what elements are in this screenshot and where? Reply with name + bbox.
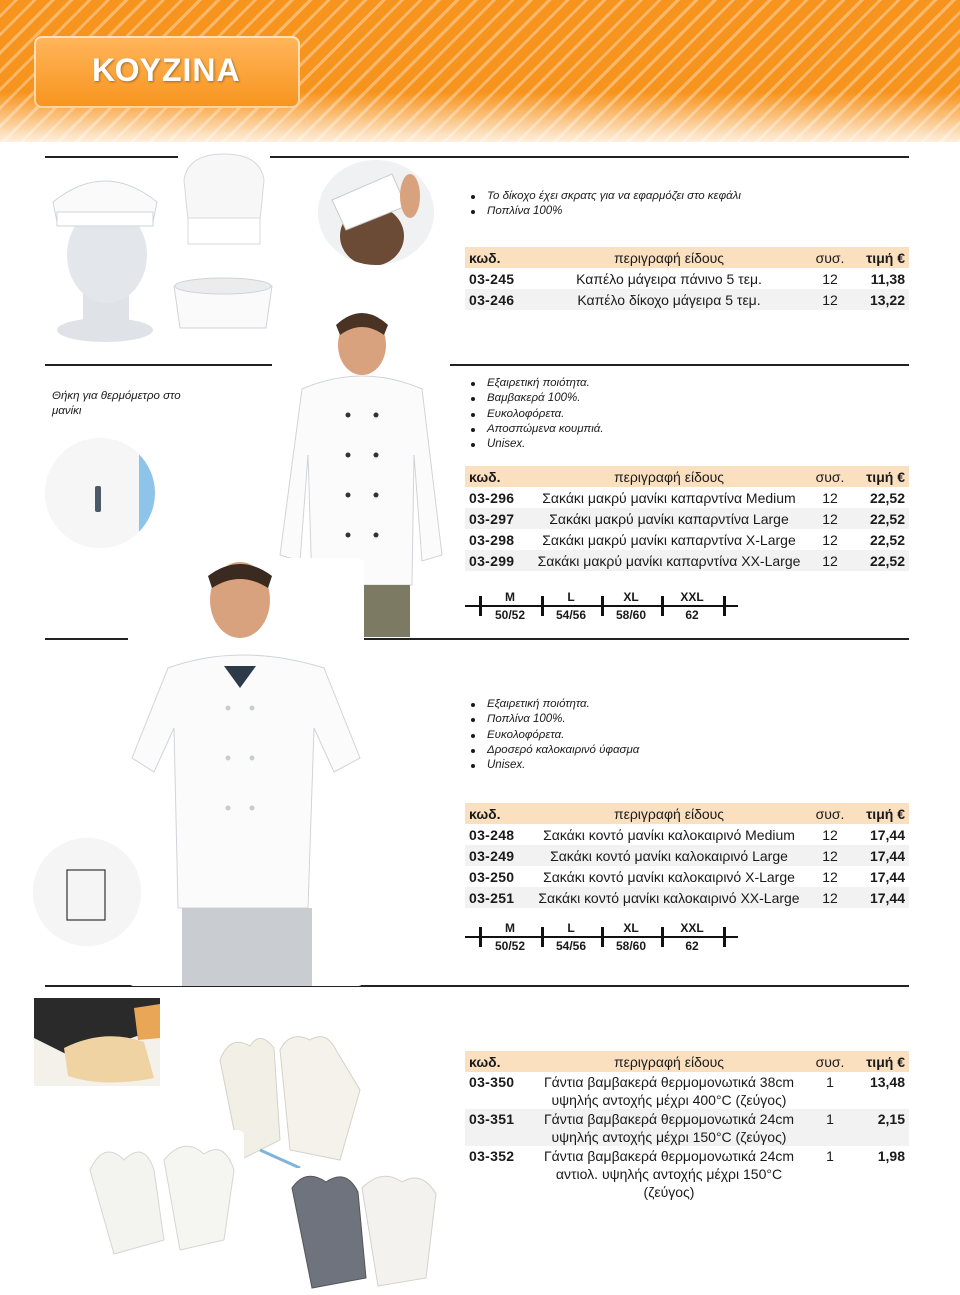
cell-price: 22,52 [869,489,905,506]
col-description: περιγραφή είδους [531,466,807,487]
cell-qty: 12 [822,868,838,885]
section1-price-table [465,247,909,310]
cell-qty: 12 [807,887,853,908]
chef-hat-image [178,150,270,250]
cell-price: 17,44 [853,845,909,866]
col-price: τιμή € [853,466,909,487]
desc-line: υψηλής αντοχής μέχρι 400°C (ζεύγος) [551,1092,787,1108]
cell-price: 13,22 [853,289,909,310]
cell-code: 03-250 [469,868,515,885]
divider-1 [45,156,909,158]
table-header-row [465,803,909,824]
table-row [465,887,909,908]
feature-item: Εξαιρετική ποιότητα. [470,376,604,391]
cell-code: 03-298 [469,531,515,548]
size-range: 54/56 [555,608,587,622]
size-label: M [505,590,515,604]
desc-line: υψηλής αντοχής μέχρι 150°C (ζεύγος) [551,1129,787,1145]
cell-desc: Σακάκι κοντό μανίκι καλοκαιρινό Large [531,845,807,866]
feature-item: Ποπλίνα 100%. [470,712,639,727]
desc-line: αντιολ. υψηλής αντοχής μέχρι 150°C (ζεύγος) [555,1166,783,1200]
col-qty: συσ. [807,247,853,268]
cell-desc: Καπέλο δίκοχο μάγειρα 5 τεμ. [531,289,807,310]
size-range: 62 [685,939,699,953]
col-qty: συσ. [807,1051,853,1072]
cell-desc: Σακάκι μακρύ μανίκι καπαρντίνα X-Large [542,531,796,548]
cell-desc: Σακάκι κοντό μανίκι καλοκαιρινό XX-Large [531,887,807,908]
cell-desc: Σακάκι μακρύ μανίκι καπαρντίνα Medium [542,489,796,506]
table-row [465,268,909,289]
cell-desc [531,1109,807,1146]
sleeve-pocket-photo [45,438,155,548]
table-header-row [465,466,909,487]
cell-desc: Σακάκι μακρύ μανίκι καπαρντίνα Large [531,508,807,529]
size-range: 62 [685,608,699,622]
cell-code: 03-350 [469,1074,515,1090]
cell-qty: 12 [807,550,853,571]
size-label: L [567,590,575,604]
cell-code: 03-245 [469,270,515,287]
feature-item: Unisex. [470,437,604,452]
cell-code: 03-352 [469,1148,515,1164]
oven-glove-photo [34,998,160,1086]
cell-qty: 1 [826,1148,834,1164]
thermometer-pocket-note: Θήκη για θερμόμετρο στο μανίκι [52,390,181,417]
cell-code: 03-251 [465,887,531,908]
front-pocket-photo [33,838,141,946]
cell-qty: 12 [807,508,853,529]
paper-hat-image [170,272,276,338]
col-code: κωδ. [465,466,531,487]
cell-code: 03-299 [465,550,531,571]
cell-qty: 12 [822,826,838,843]
desc-line: Γάντια βαμβακερά θερμομονωτικά 24cm [543,1148,795,1164]
cell-price: 13,48 [869,1074,905,1090]
col-description: περιγραφή είδους [531,1051,807,1072]
size-label: XL [623,590,639,604]
table-row [465,866,909,887]
divider-2 [45,364,909,366]
feature-item: Δροσερό καλοκαιρινό ύφασμα [470,743,639,758]
section-title-tab [34,36,300,108]
size-range: 58/60 [615,939,647,953]
col-code: κωδ. [465,1051,531,1072]
feature-item: Unisex. [470,758,639,773]
section1-features [470,189,741,220]
person-hat-photo [318,160,434,265]
cell-qty: 12 [822,489,838,506]
cell-qty: 12 [822,270,838,287]
cell-code: 03-297 [465,508,531,529]
table-header-row [465,1051,909,1072]
col-description: περιγραφή είδους [531,247,807,268]
table-row [465,487,909,508]
cell-desc: Καπέλο μάγειρα πάνινο 5 τεμ. [576,270,762,287]
cell-desc: Σακάκι κοντό μανίκι καλοκαιρινό Medium [543,826,795,843]
cell-desc [531,1072,807,1109]
cell-code: 03-248 [469,826,515,843]
col-price: τιμή € [853,247,909,268]
knit-gloves-image [84,1130,244,1260]
cell-price: 17,44 [853,887,909,908]
col-price: τιμή € [853,803,909,824]
section3-size-chart [465,923,740,963]
col-qty: συσ. [807,466,853,487]
cell-qty: 1 [807,1109,853,1146]
cell-qty: 1 [826,1074,834,1090]
size-label: L [567,921,575,935]
table-row [465,1146,909,1201]
cell-price: 17,44 [869,826,905,843]
feature-item: Εξαιρετική ποιότητα. [470,697,639,712]
col-code: κωδ. [465,803,531,824]
cell-code: 03-246 [465,289,531,310]
cell-price: 22,52 [853,550,909,571]
short-sleeve-jacket-model [128,558,364,986]
cell-price: 17,44 [869,868,905,885]
cell-desc: Σακάκι μακρύ μανίκι καπαρντίνα XX-Large [531,550,807,571]
size-label: M [505,921,515,935]
size-range: 58/60 [615,608,647,622]
size-range: 54/56 [555,939,587,953]
section3-price-table [465,803,909,908]
cell-code: 03-351 [465,1109,531,1146]
table-row [465,1072,909,1109]
cell-qty: 12 [807,289,853,310]
table-row [465,824,909,845]
cell-qty: 12 [822,531,838,548]
table-row [465,529,909,550]
desc-line: Γάντια βαμβακερά θερμομονωτικά 24cm [543,1111,795,1127]
cell-price: 22,52 [853,508,909,529]
size-label: XL [623,921,639,935]
cell-desc: Σακάκι κοντό μανίκι καλοκαιρινό X-Large [543,868,795,885]
feature-item: Αποσπώμενα κουμπιά. [470,422,604,437]
cell-code: 03-296 [469,489,515,506]
table-row [465,550,909,571]
feature-item: Ευκολοφόρετα. [470,728,639,743]
size-label: XXL [680,590,704,604]
section4-price-table [465,1051,909,1201]
feature-item: Βαμβακερά 100%. [470,391,604,406]
section2-price-table [465,466,909,571]
section3-features [470,697,639,773]
table-header-row [465,247,909,268]
col-price: τιμή € [853,1051,909,1072]
col-description: περιγραφή είδους [531,803,807,824]
table-row [465,845,909,866]
desc-line: Γάντια βαμβακερά θερμομονωτικά 38cm [543,1074,795,1090]
section2-size-chart [465,592,740,632]
table-row [465,1109,909,1146]
feature-item: Ευκολοφόρετα. [470,407,604,422]
size-range: 50/52 [494,939,526,953]
cell-code: 03-249 [465,845,531,866]
cell-price: 2,15 [853,1109,909,1146]
size-label: XXL [680,921,704,935]
feature-item: Το δίκοχο έχει σκρατς για να εφαρμόζει στο κεφάλι [470,189,741,204]
cell-price: 22,52 [869,531,905,548]
cell-price: 11,38 [870,270,905,287]
size-range: 50/52 [494,608,526,622]
col-qty: συσ. [807,803,853,824]
feature-item: Ποπλίνα 100% [470,204,741,219]
page-title: ΚΟΥΖΙΝΑ [92,52,241,88]
cell-qty: 12 [807,845,853,866]
cell-desc [531,1146,807,1201]
section2-features [470,376,604,452]
table-row [465,508,909,529]
mannequin-hat-image [45,160,165,345]
dotted-gloves-image [286,1168,442,1292]
col-code: κωδ. [465,247,531,268]
cell-price: 1,98 [877,1148,905,1164]
table-row [465,289,909,310]
